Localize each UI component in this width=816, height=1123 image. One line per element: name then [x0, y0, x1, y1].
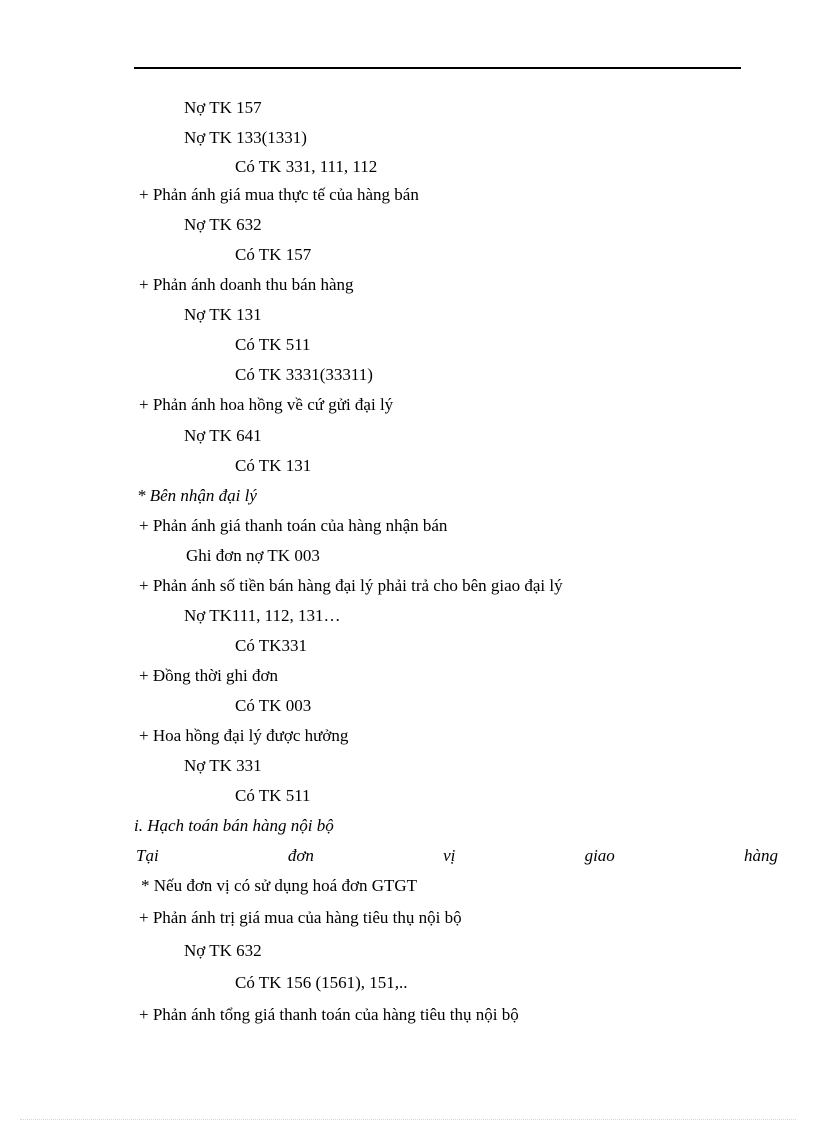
- entry-credit: Có TK 511: [235, 335, 311, 354]
- entry-debit: Nợ TK 157: [184, 98, 262, 117]
- entry-debit: Nợ TK 133(1331): [184, 128, 307, 147]
- footer-rule: [20, 1119, 796, 1120]
- justified-word: vị: [443, 846, 456, 865]
- entry-debit: Nợ TK 632: [184, 215, 262, 234]
- entry-credit: Có TK 3331(33311): [235, 365, 373, 384]
- bullet-line: + Phản ánh giá thanh toán của hàng nhận bán: [139, 516, 448, 535]
- entry-credit: Có TK 331, 111, 112: [235, 157, 378, 176]
- entry-credit: Có TK 003: [235, 696, 312, 715]
- justified-word: Tại: [136, 846, 159, 865]
- entry-debit: Nợ TK111, 112, 131…: [184, 606, 341, 625]
- justified-word: đơn: [287, 846, 314, 865]
- bullet-line: + Hoa hồng đại lý được hưởng: [139, 726, 349, 745]
- entry-debit: Nợ TK 331: [184, 756, 262, 775]
- bullet-line: + Phản ánh doanh thu bán hàng: [139, 275, 354, 294]
- entry-credit: Có TK331: [235, 636, 307, 655]
- justified-line: [136, 846, 778, 866]
- entry-note: Ghi đơn nợ TK 003: [186, 546, 320, 565]
- header-rule: [134, 67, 741, 69]
- bullet-line: + Phản ánh tổng giá thanh toán của hàng tiêu thụ nội bộ: [139, 1005, 519, 1024]
- entry-debit: Nợ TK 641: [184, 426, 262, 445]
- entry-credit: Có TK 131: [235, 456, 312, 475]
- bullet-line: + Phản ánh trị giá mua của hàng tiêu thụ nội bộ: [139, 908, 462, 927]
- entry-credit: Có TK 157: [235, 245, 312, 264]
- bullet-line: + Phản ánh giá mua thực tế của hàng bán: [139, 185, 419, 204]
- entry-debit: Nợ TK 131: [184, 305, 262, 324]
- justified-word: giao: [584, 846, 615, 865]
- justified-word: hàng: [743, 846, 778, 865]
- entry-credit: Có TK 511: [235, 786, 311, 805]
- subsection-heading: i. Hạch toán bán hàng nội bộ: [134, 816, 334, 835]
- bullet-line: + Phản ánh hoa hồng về cứ gửi đại lý: [139, 395, 394, 414]
- section-heading: * Bên nhận đại lý: [137, 486, 257, 505]
- condition-line: * Nếu đơn vị có sử dụng hoá đơn GTGT: [141, 876, 418, 895]
- entry-credit: Có TK 156 (1561), 151,..: [235, 973, 408, 992]
- bullet-line: + Đồng thời ghi đơn: [139, 666, 279, 685]
- bullet-line: + Phản ánh số tiền bán hàng đại lý phải trả cho bên giao đại lý: [139, 576, 563, 595]
- entry-debit: Nợ TK 632: [184, 941, 262, 960]
